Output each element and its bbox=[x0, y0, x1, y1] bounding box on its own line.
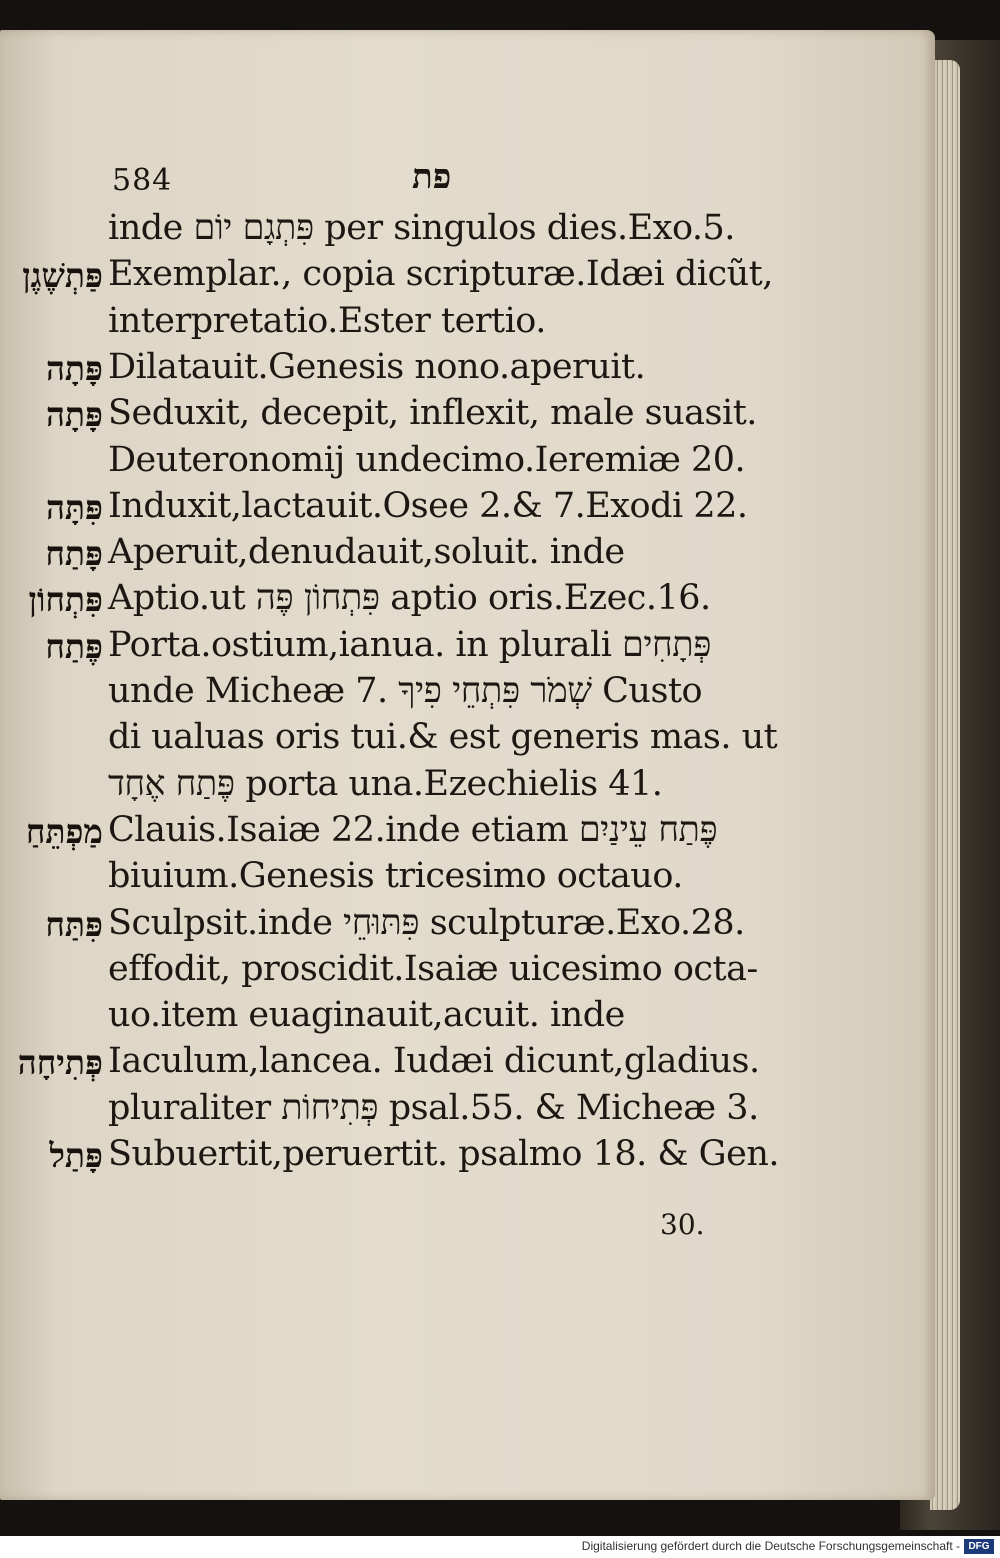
entry-text: pluraliter פְּתִיחוֹת psal.55. & Micheæ 3. bbox=[108, 1087, 759, 1128]
entry-text: uo.item euaginauit,acuit. inde bbox=[108, 995, 625, 1036]
hebrew-lemma: פַּתְשֶׁגֶן bbox=[22, 256, 103, 296]
entry-text: Induxit,lactauit.Osee 2.& 7.Exodi 22. bbox=[108, 485, 748, 526]
entry-text: Dilatauit.Genesis nono.aperuit. bbox=[108, 346, 646, 387]
hebrew-lemma: פֶּתַח bbox=[45, 626, 103, 666]
entry-line bbox=[0, 1134, 935, 1182]
entry-text: Exemplar., copia scripturæ.Idæi dicũt, bbox=[108, 254, 773, 295]
entry-text: Iaculum,lancea. Iudæi dicunt,gladius. bbox=[108, 1041, 760, 1082]
entry-text: Clauis.Isaiæ 22.inde etiam פֶּתַח עֵינַיִם bbox=[108, 809, 718, 850]
page-header bbox=[112, 157, 712, 203]
entry-line bbox=[0, 949, 935, 997]
hebrew-lemma: פָּתַח bbox=[45, 534, 103, 574]
hebrew-lemma: פִּתַּח bbox=[45, 904, 103, 944]
entry-text: פֶּתַח אֶחָד porta una.Ezechielis 41. bbox=[108, 763, 663, 804]
entry-text: inde פִּתְגָם יוֹם per singulos dies.Exo.5. bbox=[108, 208, 735, 248]
entry-text: unde Micheæ 7. שְׁמֹר פִּתְחֵי פִיךָ Custo bbox=[108, 671, 703, 711]
entry-line bbox=[0, 254, 935, 302]
entry-line bbox=[0, 347, 935, 395]
entry-text: Deuteronomij undecimo.Ieremiæ 20. bbox=[108, 439, 746, 480]
entry-line bbox=[0, 486, 935, 534]
entry-line bbox=[0, 671, 935, 719]
running-head: פת bbox=[412, 157, 452, 197]
footer-credit: Digitalisierung gefördert durch die Deutsche Forschungsgemeinschaft - bbox=[581, 1539, 960, 1553]
entry-line bbox=[0, 764, 935, 812]
entry-text: di ualuas oris tui.& est generis mas. ut bbox=[108, 717, 778, 758]
entry-text: Porta.ostium,ianua. in plurali פְּתָחִים bbox=[108, 624, 711, 665]
entry-line bbox=[0, 856, 935, 904]
hebrew-lemma: פָּתַל bbox=[49, 1136, 103, 1175]
entry-line bbox=[0, 995, 935, 1043]
hebrew-lemma: פְּתִיחָה bbox=[17, 1043, 103, 1083]
entry-line bbox=[0, 810, 935, 858]
entry-line bbox=[0, 578, 935, 626]
entry-text: Aperuit,denudauit,soluit. inde bbox=[108, 532, 625, 573]
hebrew-lemma: מַפְתֵּחַ bbox=[25, 811, 103, 851]
dfg-logo: DFG bbox=[964, 1539, 994, 1554]
entry-line bbox=[0, 1041, 935, 1089]
entry-line bbox=[0, 532, 935, 580]
hebrew-lemma: פִּתָּה bbox=[45, 487, 103, 527]
entry-text: Subuertit,peruertit. psalmo 18. & Gen. bbox=[108, 1134, 779, 1174]
entry-text: Aptio.ut פִּתְחוֹן פֶּה aptio oris.Ezec.16. bbox=[108, 578, 711, 619]
hebrew-lemma: פָּתָה bbox=[45, 348, 103, 388]
entry-line bbox=[0, 625, 935, 673]
entry-text: biuium.Genesis tricesimo octauo. bbox=[108, 856, 683, 897]
hebrew-lemma: פָּתָה bbox=[45, 395, 103, 435]
page-number: 584 bbox=[112, 163, 173, 198]
entry-line bbox=[0, 1088, 935, 1136]
hebrew-lemma: פִּתְחוֹן bbox=[28, 580, 103, 620]
entry-line bbox=[0, 903, 935, 951]
entry-line bbox=[0, 440, 935, 488]
entry-line bbox=[0, 717, 935, 765]
entry-text: Seduxit, decepit, inflexit, male suasit. bbox=[108, 393, 757, 434]
entry-text: effodit, proscidit.Isaiæ uicesimo octa- bbox=[108, 948, 758, 989]
footer-bar bbox=[0, 1536, 1000, 1558]
entry-text: interpretatio.Ester tertio. bbox=[108, 300, 546, 341]
entry-line bbox=[0, 301, 935, 349]
entry-line bbox=[0, 393, 935, 441]
entry-text: Sculpsit.inde פִּתּוּחֵי sculpturæ.Exo.28. bbox=[108, 902, 745, 943]
catchword: 30. bbox=[660, 1208, 705, 1241]
entry-line bbox=[0, 208, 935, 256]
